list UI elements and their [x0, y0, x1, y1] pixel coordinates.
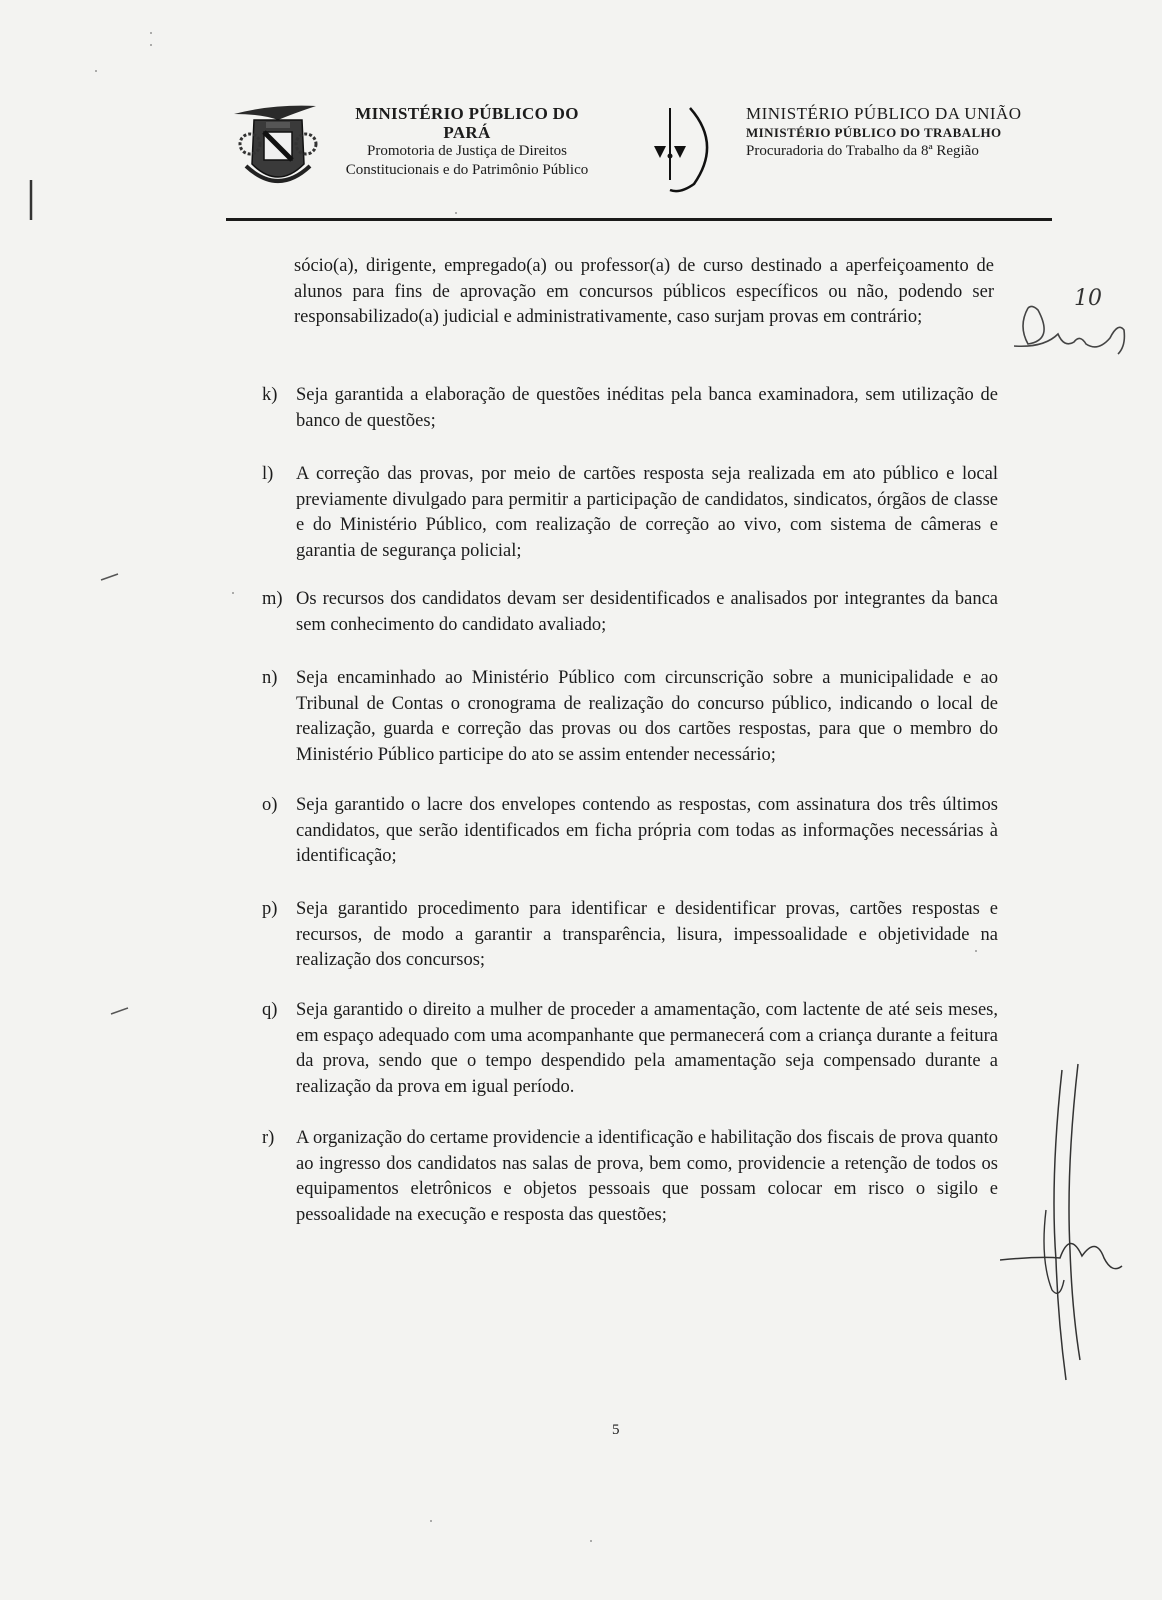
item-letter-p: p) — [262, 899, 278, 919]
scan-speck — [455, 212, 457, 214]
item-letter-l: l) — [262, 464, 274, 484]
handwritten-signature — [1000, 1060, 1130, 1390]
item-letter-r: r) — [262, 1128, 275, 1148]
item-text-k: Seja garantida a elaboração de questões inéditas pela banca examinadora, sem utilização de banco de questões; — [296, 385, 998, 431]
item-text-q: Seja garantido o direito a mulher de proceder a amamentação, com lactente de até seis meses, em espaço adequado com uma acompanhante que permanecerá com a criança durante a feitura da prova, sendo que o tempo despendido pela amamentação seja compensado durante a realização da prova em igual período. — [296, 1000, 998, 1097]
header-right-subtitle-2: Procuradoria do Trabalho da 8ª Região — [746, 143, 979, 159]
scan-speck — [150, 32, 152, 34]
item-text-l: A correção das provas, por meio de cartões resposta seja realizada em ato público e local previamente divulgado para permitir a participação de candidatos, sindicatos, órgãos de classe e do Ministério Público, com realização de correção ao vivo, com sistema de câmeras e garantia de segurança policial; — [296, 464, 998, 561]
item-letter-k: k) — [262, 385, 278, 405]
header-right-title: MINISTÉRIO PÚBLICO DA UNIÃO — [746, 104, 1022, 123]
header-left-block — [332, 104, 602, 180]
scan-speck — [95, 70, 97, 72]
item-letter-q: q) — [262, 1000, 278, 1020]
item-text-p: Seja garantido procedimento para identificar e desidentificar provas, cartões respostas e recursos, de modo a garantir a transparência, lisura, impessoalidade e objetividade na realização dos concursos; — [296, 899, 998, 970]
handwritten-page-mark: 10 — [1074, 286, 1102, 311]
intro-paragraph: sócio(a), dirigente, empregado(a) ou professor(a) de curso destinado a aperfeiçoamento de alunos para fins de aprovação em concursos públicos específicos ou não, podendo ser responsabilizado(a) judicial e administrativamente, caso surjam provas em contrário; — [294, 256, 994, 327]
header-right-block — [746, 104, 1046, 161]
page-number: 5 — [612, 1422, 620, 1438]
handwritten-initials — [1014, 296, 1144, 366]
item-text-m: Os recursos dos candidatos devam ser desidentificados e analisados por integrantes da banca sem conhecimento do candidato avaliado; — [296, 589, 998, 635]
header-left-subtitle-2: Constitucionais e do Patrimônio Público — [345, 162, 589, 178]
margin-mark — [28, 180, 34, 220]
header-divider — [226, 218, 1052, 221]
header-right-subtitle-1: MINISTÉRIO PÚBLICO DO TRABALHO — [746, 125, 1002, 140]
item-text-o: Seja garantido o lacre dos envelopes contendo as respostas, com assinatura dos três últimos candidatos, que serão identificados em ficha própria com todas as informações necessárias à identificação; — [296, 795, 998, 866]
margin-tick-mark — [110, 1006, 130, 1016]
item-letter-n: n) — [262, 668, 278, 688]
item-text-r: A organização do certame providencie a identificação e habilitação dos fiscais de prova quanto ao ingresso dos candidatos nas salas de prova, bem como, providencie a retenção de todos os equipamentos eletrônicos e objetos pessoais que possam colocar em risco o sigilo e pessoalidade na execução e resposta das questões; — [296, 1128, 998, 1225]
scan-speck — [150, 44, 152, 46]
item-letter-m: m) — [262, 589, 283, 609]
item-text-n: Seja encaminhado ao Ministério Público com circunscrição sobre a municipalidade e ao Tribunal de Contas o cronograma de realização do concurso público, indicando o local de realização, guarda e correção das provas ou dos cartões respostas, para que o membro do Ministério Público participe do ato se assim entender necessário; — [296, 668, 998, 765]
scan-speck — [232, 592, 234, 594]
header-left-subtitle-1: Promotoria de Justiça de Direitos — [367, 143, 567, 159]
item-letter-o: o) — [262, 795, 278, 815]
para-state-crest-icon — [232, 104, 324, 196]
header-left-title: MINISTÉRIO PÚBLICO DO PARÁ — [355, 104, 579, 142]
scan-speck — [430, 1520, 432, 1522]
scan-speck — [590, 1540, 592, 1542]
margin-tick-mark — [100, 572, 120, 582]
mpt-emblem-icon — [650, 104, 728, 196]
